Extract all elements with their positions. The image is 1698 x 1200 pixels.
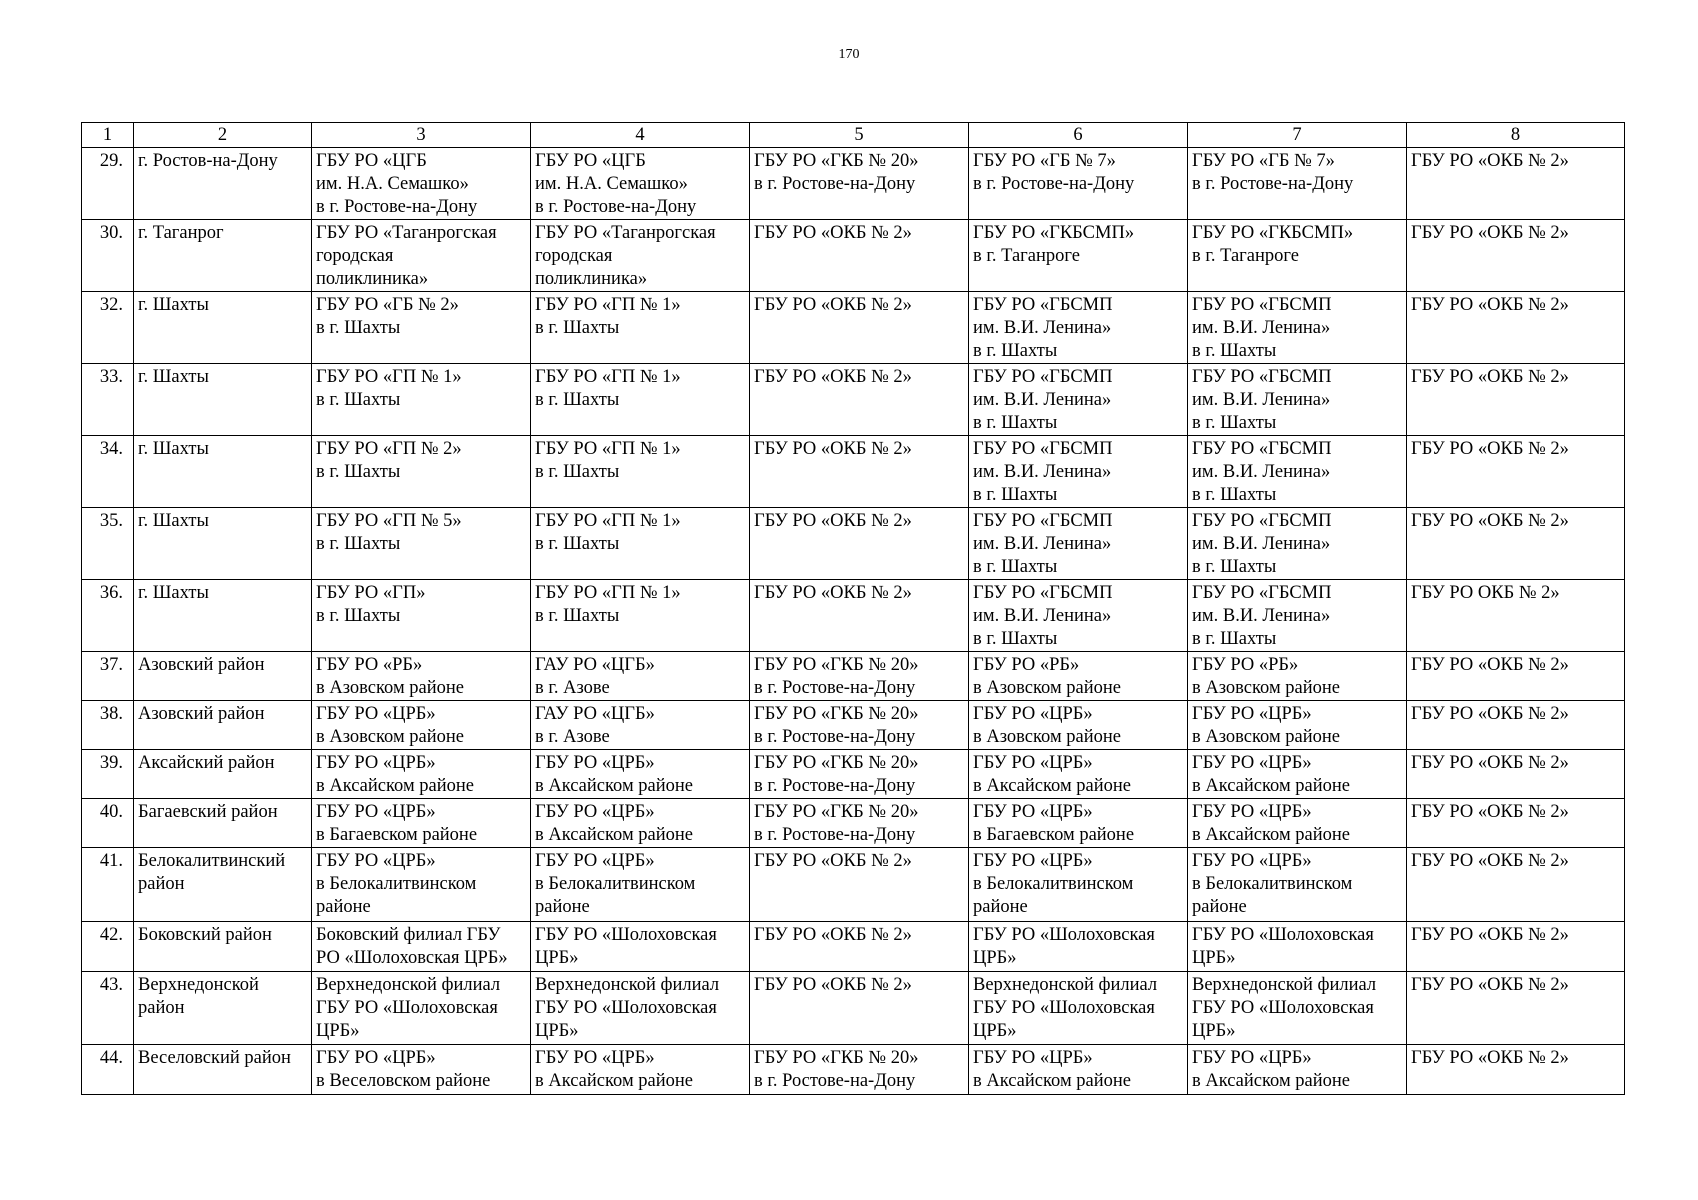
institution-cell: ГБУ РО «ГКБ № 20» в г. Ростове-на-Дону bbox=[750, 701, 969, 750]
institution-cell: ГБУ РО «ОКБ № 2» bbox=[750, 580, 969, 652]
table-row bbox=[82, 922, 1625, 972]
institution-cell: ГБУ РО «ГП № 1» в г. Шахты bbox=[531, 508, 750, 580]
institution-cell: ГБУ РО «ОКБ № 2» bbox=[750, 436, 969, 508]
institution-cell: ГБУ РО «ОКБ № 2» bbox=[1407, 652, 1625, 701]
institution-cell: ГБУ РО «ГП № 1» в г. Шахты bbox=[531, 292, 750, 364]
institution-cell: ГБУ РО «ГБСМП им. В.И. Ленина» в г. Шахты bbox=[1188, 508, 1407, 580]
territory-cell: Веселовский район bbox=[134, 1045, 312, 1095]
institution-cell: ГБУ РО «ЦРБ» в Аксайском районе bbox=[312, 750, 531, 799]
table-row bbox=[82, 750, 1625, 799]
institution-cell: ГБУ РО «Шолоховская ЦРБ» bbox=[1188, 922, 1407, 972]
institution-cell: ГБУ РО «Таганрогская городская поликлиника» bbox=[312, 220, 531, 292]
row-number-cell: 33. bbox=[82, 364, 134, 436]
institution-cell: ГБУ РО «ГП № 5» в г. Шахты bbox=[312, 508, 531, 580]
institution-cell: ГБУ РО «ГБСМП им. В.И. Ленина» в г. Шахты bbox=[969, 580, 1188, 652]
row-number-cell: 38. bbox=[82, 701, 134, 750]
territory-cell: г. Шахты bbox=[134, 364, 312, 436]
institution-cell: ГАУ РО «ЦГБ» в г. Азове bbox=[531, 652, 750, 701]
institution-cell: ГБУ РО «ЦРБ» в Аксайском районе bbox=[969, 750, 1188, 799]
institution-cell: ГБУ РО «ГКБ № 20» в г. Ростове-на-Дону bbox=[750, 652, 969, 701]
table-row bbox=[82, 701, 1625, 750]
row-number-cell: 37. bbox=[82, 652, 134, 701]
institution-cell: ГБУ РО «ЦРБ» в Аксайском районе bbox=[531, 750, 750, 799]
institution-cell: ГБУ РО «ГБСМП им. В.И. Ленина» в г. Шахты bbox=[969, 508, 1188, 580]
institution-cell: ГБУ РО «ОКБ № 2» bbox=[1407, 292, 1625, 364]
territory-cell: Верхнедонской район bbox=[134, 972, 312, 1045]
institution-cell: ГБУ РО «ОКБ № 2» bbox=[750, 848, 969, 922]
institution-cell: ГБУ РО «ГБ № 2» в г. Шахты bbox=[312, 292, 531, 364]
row-number-cell: 40. bbox=[82, 799, 134, 848]
column-header: 7 bbox=[1188, 123, 1407, 148]
institution-cell: ГБУ РО «ЦРБ» в Аксайском районе bbox=[1188, 799, 1407, 848]
row-number-cell: 43. bbox=[82, 972, 134, 1045]
row-number-cell: 30. bbox=[82, 220, 134, 292]
territory-cell: Белокалитвинский район bbox=[134, 848, 312, 922]
institution-cell: ГБУ РО «ЦРБ» в Аксайском районе bbox=[1188, 1045, 1407, 1095]
institution-cell: ГБУ РО «ОКБ № 2» bbox=[750, 922, 969, 972]
institution-cell: ГБУ РО «ОКБ № 2» bbox=[750, 508, 969, 580]
territory-cell: г. Шахты bbox=[134, 436, 312, 508]
institution-cell: ГБУ РО «ОКБ № 2» bbox=[750, 220, 969, 292]
institution-cell: ГБУ РО «ОКБ № 2» bbox=[1407, 848, 1625, 922]
table-row bbox=[82, 799, 1625, 848]
column-header: 2 bbox=[134, 123, 312, 148]
institution-cell: ГБУ РО «ГП № 1» в г. Шахты bbox=[531, 580, 750, 652]
table-row bbox=[82, 508, 1625, 580]
table-row bbox=[82, 972, 1625, 1045]
row-number-cell: 39. bbox=[82, 750, 134, 799]
institution-cell: ГБУ РО «ЦРБ» в Азовском районе bbox=[1188, 701, 1407, 750]
row-number-cell: 41. bbox=[82, 848, 134, 922]
institution-cell: ГБУ РО «ОКБ № 2» bbox=[750, 292, 969, 364]
institution-cell: ГБУ РО «ГБСМП им. В.И. Ленина» в г. Шахты bbox=[1188, 364, 1407, 436]
table-row bbox=[82, 364, 1625, 436]
row-number-cell: 29. bbox=[82, 148, 134, 220]
institution-cell: ГАУ РО «ЦГБ» в г. Азове bbox=[531, 701, 750, 750]
institution-cell: ГБУ РО «ГБСМП им. В.И. Ленина» в г. Шахты bbox=[969, 364, 1188, 436]
institution-cell: ГБУ РО «ЦРБ» в Белокалитвинском районе bbox=[1188, 848, 1407, 922]
institution-cell: ГБУ РО «ЦРБ» в Белокалитвинском районе bbox=[969, 848, 1188, 922]
row-number-cell: 35. bbox=[82, 508, 134, 580]
territory-cell: г. Ростов-на-Дону bbox=[134, 148, 312, 220]
table-row bbox=[82, 148, 1625, 220]
institution-cell: ГБУ РО ОКБ № 2» bbox=[1407, 580, 1625, 652]
row-number-cell: 36. bbox=[82, 580, 134, 652]
institution-cell: ГБУ РО «ОКБ № 2» bbox=[1407, 750, 1625, 799]
territory-cell: Азовский район bbox=[134, 652, 312, 701]
institution-cell: ГБУ РО «ЦРБ» в Азовском районе bbox=[969, 701, 1188, 750]
territory-cell: Азовский район bbox=[134, 701, 312, 750]
institution-cell: ГБУ РО «ЦРБ» в Белокалитвинском районе bbox=[531, 848, 750, 922]
institution-cell: ГБУ РО «ГКБ № 20» в г. Ростове-на-Дону bbox=[750, 750, 969, 799]
row-number-cell: 34. bbox=[82, 436, 134, 508]
institution-cell: ГБУ РО «ОКБ № 2» bbox=[1407, 922, 1625, 972]
institution-cell: ГБУ РО «ЦРБ» в Аксайском районе bbox=[531, 1045, 750, 1095]
institution-cell: ГБУ РО «ГКБСМП» в г. Таганроге bbox=[969, 220, 1188, 292]
column-header: 4 bbox=[531, 123, 750, 148]
institution-cell: ГБУ РО «ЦРБ» в Белокалитвинском районе bbox=[312, 848, 531, 922]
institution-cell: Боковский филиал ГБУ РО «Шолоховская ЦРБ» bbox=[312, 922, 531, 972]
institution-cell: ГБУ РО «ГКБ № 20» в г. Ростове-на-Дону bbox=[750, 1045, 969, 1095]
institution-cell: ГБУ РО «ГКБСМП» в г. Таганроге bbox=[1188, 220, 1407, 292]
table-row bbox=[82, 652, 1625, 701]
institution-cell: ГБУ РО «ОКБ № 2» bbox=[1407, 220, 1625, 292]
institution-cell: ГБУ РО «ОКБ № 2» bbox=[1407, 701, 1625, 750]
institution-cell: ГБУ РО «ГП № 2» в г. Шахты bbox=[312, 436, 531, 508]
institution-cell: ГБУ РО «Шолоховская ЦРБ» bbox=[531, 922, 750, 972]
institution-cell: ГБУ РО «ГКБ № 20» в г. Ростове-на-Дону bbox=[750, 148, 969, 220]
row-number-cell: 44. bbox=[82, 1045, 134, 1095]
institution-cell: ГБУ РО «ОКБ № 2» bbox=[1407, 436, 1625, 508]
institution-cell: Верхнедонской филиал ГБУ РО «Шолоховская ЦРБ» bbox=[531, 972, 750, 1045]
institution-cell: ГБУ РО «ГП № 1» в г. Шахты bbox=[531, 436, 750, 508]
territory-cell: г. Шахты bbox=[134, 580, 312, 652]
table-row bbox=[82, 848, 1625, 922]
institution-cell: ГБУ РО «ЦРБ» в Багаевском районе bbox=[969, 799, 1188, 848]
institution-cell: ГБУ РО «ГП № 1» в г. Шахты bbox=[531, 364, 750, 436]
table-row bbox=[82, 292, 1625, 364]
institution-cell: ГБУ РО «ОКБ № 2» bbox=[1407, 799, 1625, 848]
institution-cell: ГБУ РО «ОКБ № 2» bbox=[1407, 148, 1625, 220]
institution-cell: ГБУ РО «ГБСМП им. В.И. Ленина» в г. Шахты bbox=[969, 292, 1188, 364]
institution-cell: ГБУ РО «ЦРБ» в Аксайском районе bbox=[1188, 750, 1407, 799]
table-row bbox=[82, 1045, 1625, 1095]
institution-cell: ГБУ РО «ОКБ № 2» bbox=[1407, 508, 1625, 580]
territory-cell: Боковский район bbox=[134, 922, 312, 972]
institution-cell: ГБУ РО «Таганрогская городская поликлиника» bbox=[531, 220, 750, 292]
institution-cell: ГБУ РО «ГБ № 7» в г. Ростове-на-Дону bbox=[1188, 148, 1407, 220]
institution-cell: ГБУ РО «ОКБ № 2» bbox=[1407, 972, 1625, 1045]
institution-cell: ГБУ РО «ОКБ № 2» bbox=[1407, 1045, 1625, 1095]
column-header: 8 bbox=[1407, 123, 1625, 148]
row-number-cell: 42. bbox=[82, 922, 134, 972]
institution-cell: ГБУ РО «ГП» в г. Шахты bbox=[312, 580, 531, 652]
institution-cell: ГБУ РО «ОКБ № 2» bbox=[750, 364, 969, 436]
institution-cell: ГБУ РО «ЦРБ» в Веселовском районе bbox=[312, 1045, 531, 1095]
territory-cell: г. Таганрог bbox=[134, 220, 312, 292]
column-header: 5 bbox=[750, 123, 969, 148]
institution-cell: ГБУ РО «ЦРБ» в Аксайском районе bbox=[969, 1045, 1188, 1095]
institution-cell: ГБУ РО «РБ» в Азовском районе bbox=[312, 652, 531, 701]
institution-cell: ГБУ РО «РБ» в Азовском районе bbox=[969, 652, 1188, 701]
institution-cell: ГБУ РО «ГБСМП им. В.И. Ленина» в г. Шахты bbox=[1188, 436, 1407, 508]
table-row bbox=[82, 220, 1625, 292]
institution-cell: ГБУ РО «ГБСМП им. В.И. Ленина» в г. Шахты bbox=[969, 436, 1188, 508]
institution-cell: ГБУ РО «ГБ № 7» в г. Ростове-на-Дону bbox=[969, 148, 1188, 220]
institution-cell: ГБУ РО «ЦРБ» в Азовском районе bbox=[312, 701, 531, 750]
institution-cell: Верхнедонской филиал ГБУ РО «Шолоховская ЦРБ» bbox=[1188, 972, 1407, 1045]
page-number: 170 bbox=[838, 47, 860, 62]
institution-cell: ГБУ РО «ГКБ № 20» в г. Ростове-на-Дону bbox=[750, 799, 969, 848]
institution-cell: ГБУ РО «ЦРБ» в Аксайском районе bbox=[531, 799, 750, 848]
routing-table bbox=[81, 122, 1625, 1095]
institution-cell: ГБУ РО «ГБСМП им. В.И. Ленина» в г. Шахты bbox=[1188, 292, 1407, 364]
row-number-cell: 32. bbox=[82, 292, 134, 364]
institution-cell: ГБУ РО «ЦГБ им. Н.А. Семашко» в г. Ростове-на-Дону bbox=[531, 148, 750, 220]
institution-cell: ГБУ РО «ОКБ № 2» bbox=[750, 972, 969, 1045]
table-row bbox=[82, 580, 1625, 652]
column-header: 3 bbox=[312, 123, 531, 148]
institution-cell: ГБУ РО «ЦРБ» в Багаевском районе bbox=[312, 799, 531, 848]
territory-cell: Аксайский район bbox=[134, 750, 312, 799]
territory-cell: г. Шахты bbox=[134, 508, 312, 580]
column-header: 1 bbox=[82, 123, 134, 148]
territory-cell: г. Шахты bbox=[134, 292, 312, 364]
table-row bbox=[82, 436, 1625, 508]
institution-cell: ГБУ РО «ОКБ № 2» bbox=[1407, 364, 1625, 436]
institution-cell: ГБУ РО «ГП № 1» в г. Шахты bbox=[312, 364, 531, 436]
institution-cell: Верхнедонской филиал ГБУ РО «Шолоховская ЦРБ» bbox=[969, 972, 1188, 1045]
column-header: 6 bbox=[969, 123, 1188, 148]
territory-cell: Багаевский район bbox=[134, 799, 312, 848]
institution-cell: ГБУ РО «ГБСМП им. В.И. Ленина» в г. Шахты bbox=[1188, 580, 1407, 652]
table-header-row bbox=[82, 123, 1625, 148]
institution-cell: ГБУ РО «Шолоховская ЦРБ» bbox=[969, 922, 1188, 972]
institution-cell: ГБУ РО «ЦГБ им. Н.А. Семашко» в г. Ростове-на-Дону bbox=[312, 148, 531, 220]
institution-cell: ГБУ РО «РБ» в Азовском районе bbox=[1188, 652, 1407, 701]
institution-cell: Верхнедонской филиал ГБУ РО «Шолоховская ЦРБ» bbox=[312, 972, 531, 1045]
